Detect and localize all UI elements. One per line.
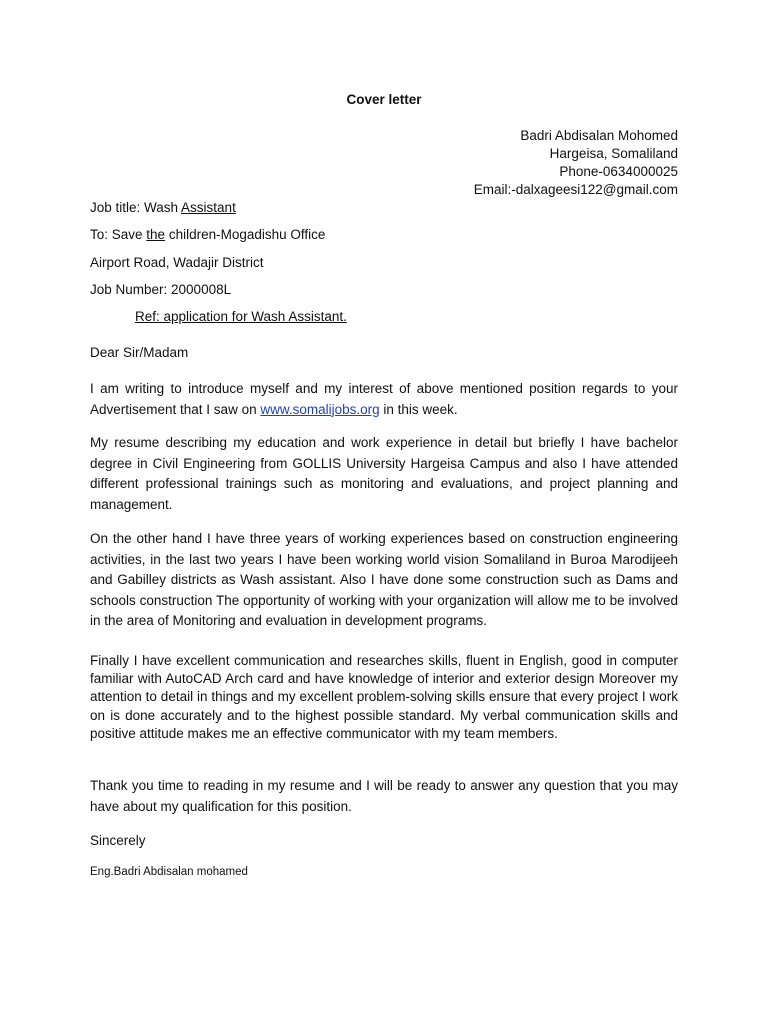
reference-line: Ref: application for Wash Assistant. (135, 309, 347, 324)
recipient-suffix: children-Mogadishu Office (165, 227, 326, 242)
job-title-label: Job title: Wash (90, 200, 182, 215)
salutation: Dear Sir/Madam (90, 345, 189, 360)
experience-paragraph: On the other hand I have three years of working experiences based on construction engineering activities, in the last two years I have been working world vision Somaliland in Buroa Marodijeeh and Gabilley districts as Wash assistant. Also I have done some construction such as Dams and schools construction The opportunity of working with your organization will allow me to be involved in the area of Monitoring and evaluation in development programs. (90, 531, 678, 628)
sender-city: Hargeisa, Somaliland (549, 146, 678, 161)
intro-text: I am writing to introduce myself and my interest of above mentioned position regards to your Advertisement that I saw on (90, 381, 678, 417)
valediction: Sincerely (90, 833, 146, 848)
recipient-address: Airport Road, Wadajir District (90, 255, 264, 270)
recipient-emphasis: the (146, 227, 166, 242)
job-title-emphasis: Assistant (181, 200, 236, 215)
signature: Eng.Badri Abdisalan mohamed (90, 866, 248, 878)
recipient-prefix: To: Save (90, 227, 147, 242)
intro-paragraph (90, 379, 678, 420)
education-paragraph: My resume describing my education and work experience in detail but briefly I have bachelor degree in Civil Engineering from GOLLIS University Hargeisa Campus and also I have attended different professional trainings such as monitoring and evaluations, and project planning and management. (90, 435, 678, 512)
job-title-line (90, 200, 236, 215)
document-title: Cover letter (346, 92, 422, 107)
sender-phone: Phone-0634000025 (559, 164, 678, 179)
sender-email: Email:-dalxageesi122@gmail.com (473, 182, 678, 197)
sender-name: Badri Abdisalan Mohomed (520, 128, 678, 143)
skills-paragraph: Finally I have excellent communication and researches skills, fluent in English, good in computer familiar with AutoCAD Arch card and have knowledge of interior and exterior design Moreover my attention to detail in things and my excellent problem-solving skills ensure that every project I work on is done accurately and to the highest possible standard. My verbal communication skills and positive attitude makes me an effective communicator with my team members. (90, 653, 678, 741)
recipient-line (90, 227, 325, 242)
intro-tail: in this week. (379, 401, 458, 417)
job-number: Job Number: 2000008L (90, 282, 232, 297)
somalijobs-link[interactable]: www.somalijobs.org (260, 401, 380, 417)
closing-paragraph: Thank you time to reading in my resume and I will be ready to answer any question that you may have about my qualification for this position. (90, 778, 678, 814)
sender-block (474, 127, 678, 199)
